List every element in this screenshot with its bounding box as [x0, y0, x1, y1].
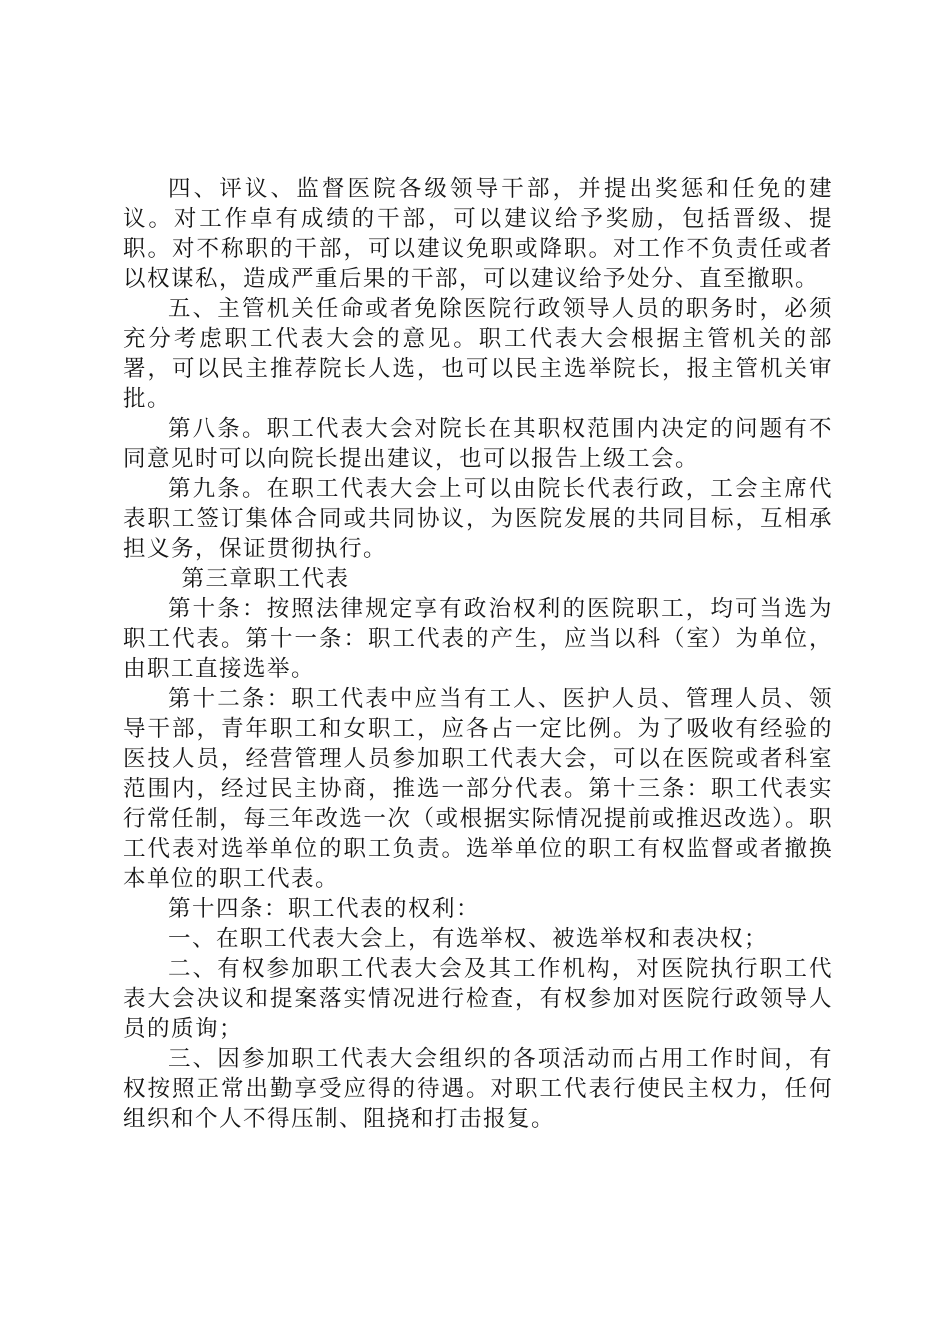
paragraph-item-5-appointment: 五、主管机关任命或者免除医院行政领导人员的职务时，必须充分考虑职工代表大会的意见。职工代表大会根据主管机关的部署，可以民主推荐院长人选，也可以民主选举院长，报主管机关审批。: [123, 296, 833, 412]
paragraph-article-12-13: 第十二条：职工代表中应当有工人、医护人员、管理人员、领导干部，青年职工和女职工，应各占一定比例。为了吸收有经验的医技人员，经营管理人员参加职工代表大会，可以在医院或者科室范围内，经过民主协商，推选一部分代表。第十三条：职工代表实行常任制，每三年改选一次（或根据实际情况提前或推迟改选）。职工代表对选举单位的职工负责。选举单位的职工有权监督或者撤换本单位的职工代表。: [123, 686, 833, 892]
chapter-3-heading: 第三章职工代表: [181, 566, 350, 592]
paragraph-right-2: 二、有权参加职工代表大会及其工作机构，对医院执行职工代表大会决议和提案落实情况进行检查，有权参加对医院行政领导人员的质询；: [123, 956, 833, 1042]
paragraph-article-10-11: 第十条：按照法律规定享有政治权利的医院职工，均可当选为职工代表。第十一条：职工代表的产生，应当以科（室）为单位，由职工直接选举。: [123, 596, 833, 682]
paragraph-item-4-evaluation: 四、评议、监督医院各级领导干部，并提出奖惩和任免的建议。对工作卓有成绩的干部，可以建议给予奖励，包括晋级、提职。对不称职的干部，可以建议免职或降职。对工作不负责任或者以权谋私，造成严重后果的干部，可以建议给予处分、直至撤职。: [123, 176, 833, 292]
document-body: [123, 174, 833, 1134]
paragraph-right-1: 一、在职工代表大会上，有选举权、被选举权和表决权；: [168, 926, 769, 952]
paragraph-article-9: 第九条。在职工代表大会上可以由院长代表行政，工会主席代表职工签订集体合同或共同协议，为医院发展的共同目标，互相承担义务，保证贯彻执行。: [123, 476, 833, 562]
paragraph-right-3: 三、因参加职工代表大会组织的各项活动而占用工作时间，有权按照正常出勤享受应得的待遇。对职工代表行使民主权力，任何组织和个人不得压制、阻挠和打击报复。: [123, 1046, 833, 1132]
paragraph-article-14: 第十四条：职工代表的权利：: [168, 896, 481, 922]
paragraph-article-8: 第八条。职工代表大会对院长在其职权范围内决定的问题有不同意见时可以向院长提出建议，也可以报告上级工会。: [123, 416, 833, 472]
